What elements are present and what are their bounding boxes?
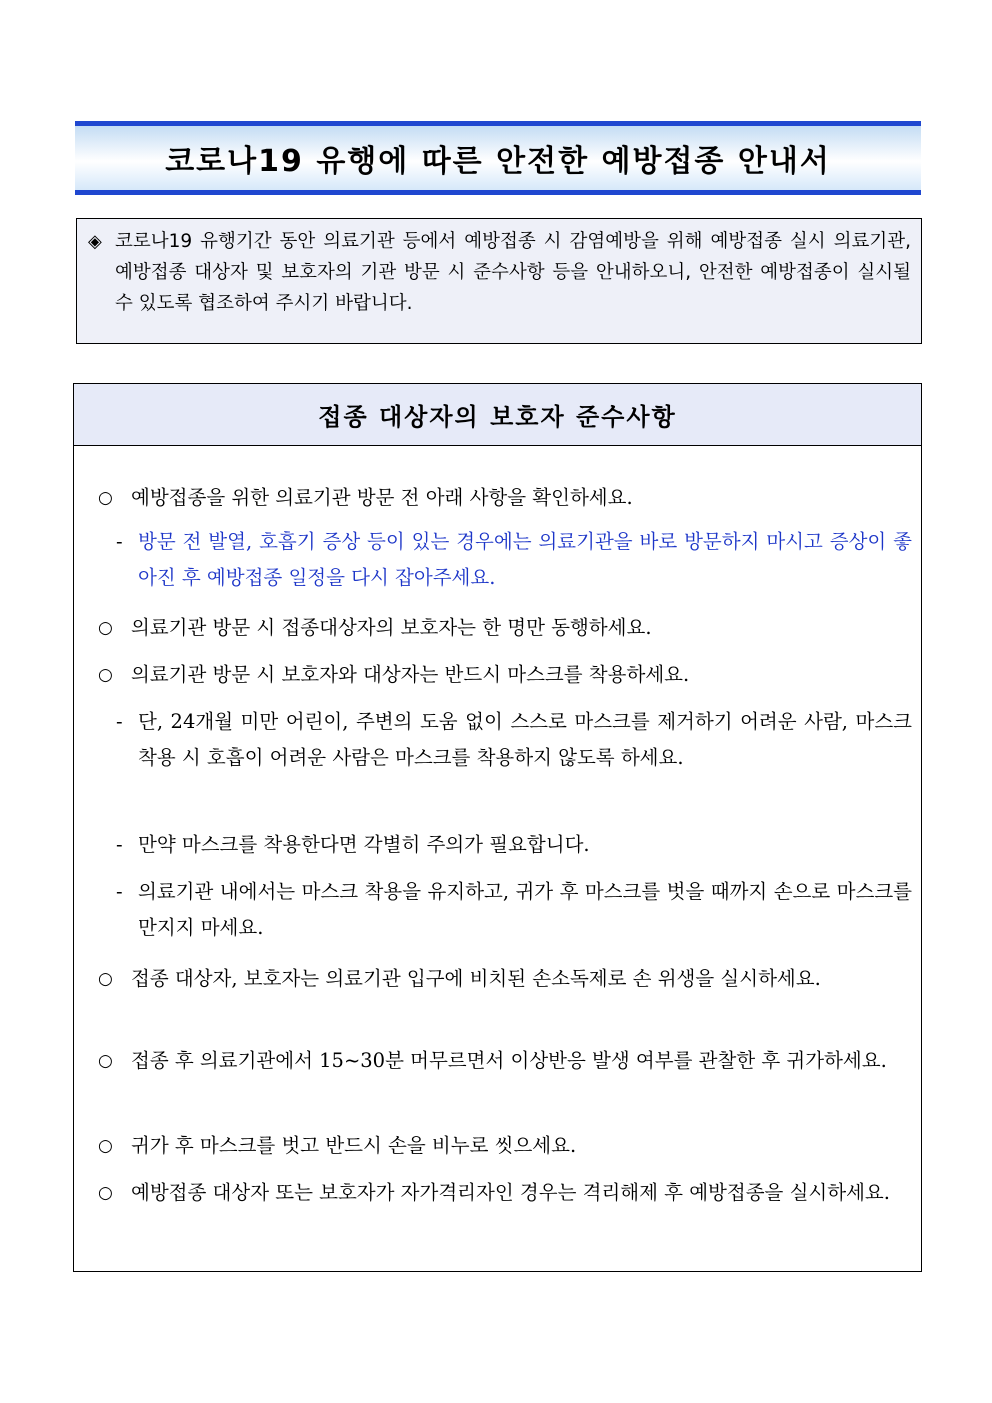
dash-bullet: -: [116, 530, 123, 553]
list-item: [98, 610, 911, 646]
section-header: [74, 384, 921, 446]
circle-bullet-icon: ○: [98, 488, 113, 508]
guardian-guidelines-section: [73, 383, 922, 1272]
item-text: 의료기관 방문 시 보호자와 대상자는 반드시 마스크를 착용하세요.: [131, 663, 690, 686]
list-item: [98, 1128, 911, 1164]
circle-bullet-icon: ○: [98, 1051, 113, 1071]
item-text: 예방접종 대상자 또는 보호자가 자가격리자인 경우는 격리해제 후 예방접종을 실시하세요.: [131, 1181, 890, 1204]
item-text: 접종 대상자, 보호자는 의료기관 입구에 비치된 손소독제로 손 위생을 실시하세요.: [131, 967, 821, 990]
notice-text: 코로나19 유행기간 동안 의료기관 등에서 예방접종 시 감염예방을 위해 예방접종 실시 의료기관, 예방접종 대상자 및 보호자의 기관 방문 시 준수사항 등을 안내하오니, 안전한 예방접종이 실시될 수 있도록 협조하여 주시기 바랍니다.: [115, 231, 911, 314]
item-text: 방문 전 발열, 호흡기 증상 등이 있는 경우에는 의료기관을 바로 방문하지 마시고 증상이 좋아진 후 예방접종 일정을 다시 잡아주세요.: [138, 530, 912, 589]
sub-list-item: [116, 827, 912, 863]
item-text: 만약 마스크를 착용한다면 각별히 주의가 필요합니다.: [138, 833, 590, 856]
circle-bullet-icon: ○: [98, 618, 113, 638]
document-title: 코로나19 유행에 따른 안전한 예방접종 안내서: [165, 144, 831, 179]
item-text: 의료기관 내에서는 마스크 착용을 유지하고, 귀가 후 마스크를 벗을 때까지 손으로 마스크를 만지지 마세요.: [138, 880, 912, 939]
notice-box: [76, 218, 922, 344]
dash-bullet: -: [116, 833, 123, 856]
dash-bullet: -: [116, 880, 123, 903]
item-text: 예방접종을 위한 의료기관 방문 전 아래 사항을 확인하세요.: [131, 486, 633, 509]
sub-list-item: [116, 704, 912, 776]
circle-bullet-icon: ○: [98, 1136, 113, 1156]
section-title: 접종 대상자의 보호자 준수사항: [318, 403, 677, 431]
list-item: [98, 480, 911, 516]
dash-bullet: -: [116, 710, 123, 733]
item-text: 단, 24개월 미만 어린이, 주변의 도움 없이 스스로 마스크를 제거하기 어려운 사람, 마스크 착용 시 호흡이 어려운 사람은 마스크를 착용하지 않도록 하세요.: [138, 710, 912, 769]
diamond-bullet-icon: ◈: [88, 231, 102, 252]
circle-bullet-icon: ○: [98, 1183, 113, 1203]
circle-bullet-icon: ○: [98, 969, 113, 989]
document-title-banner: [75, 121, 921, 195]
item-text: 접종 후 의료기관에서 15~30분 머무르면서 이상반응 발생 여부를 관찰한 후 귀가하세요.: [131, 1049, 887, 1072]
item-text: 귀가 후 마스크를 벗고 반드시 손을 비누로 씻으세요.: [131, 1134, 577, 1157]
list-item: [98, 1043, 911, 1079]
item-text: 의료기관 방문 시 접종대상자의 보호자는 한 명만 동행하세요.: [131, 616, 652, 639]
list-item: [98, 657, 911, 693]
sub-list-item: [116, 524, 912, 596]
list-item: [98, 1175, 911, 1211]
list-item: [98, 961, 911, 997]
sub-list-item: [116, 874, 912, 946]
circle-bullet-icon: ○: [98, 665, 113, 685]
